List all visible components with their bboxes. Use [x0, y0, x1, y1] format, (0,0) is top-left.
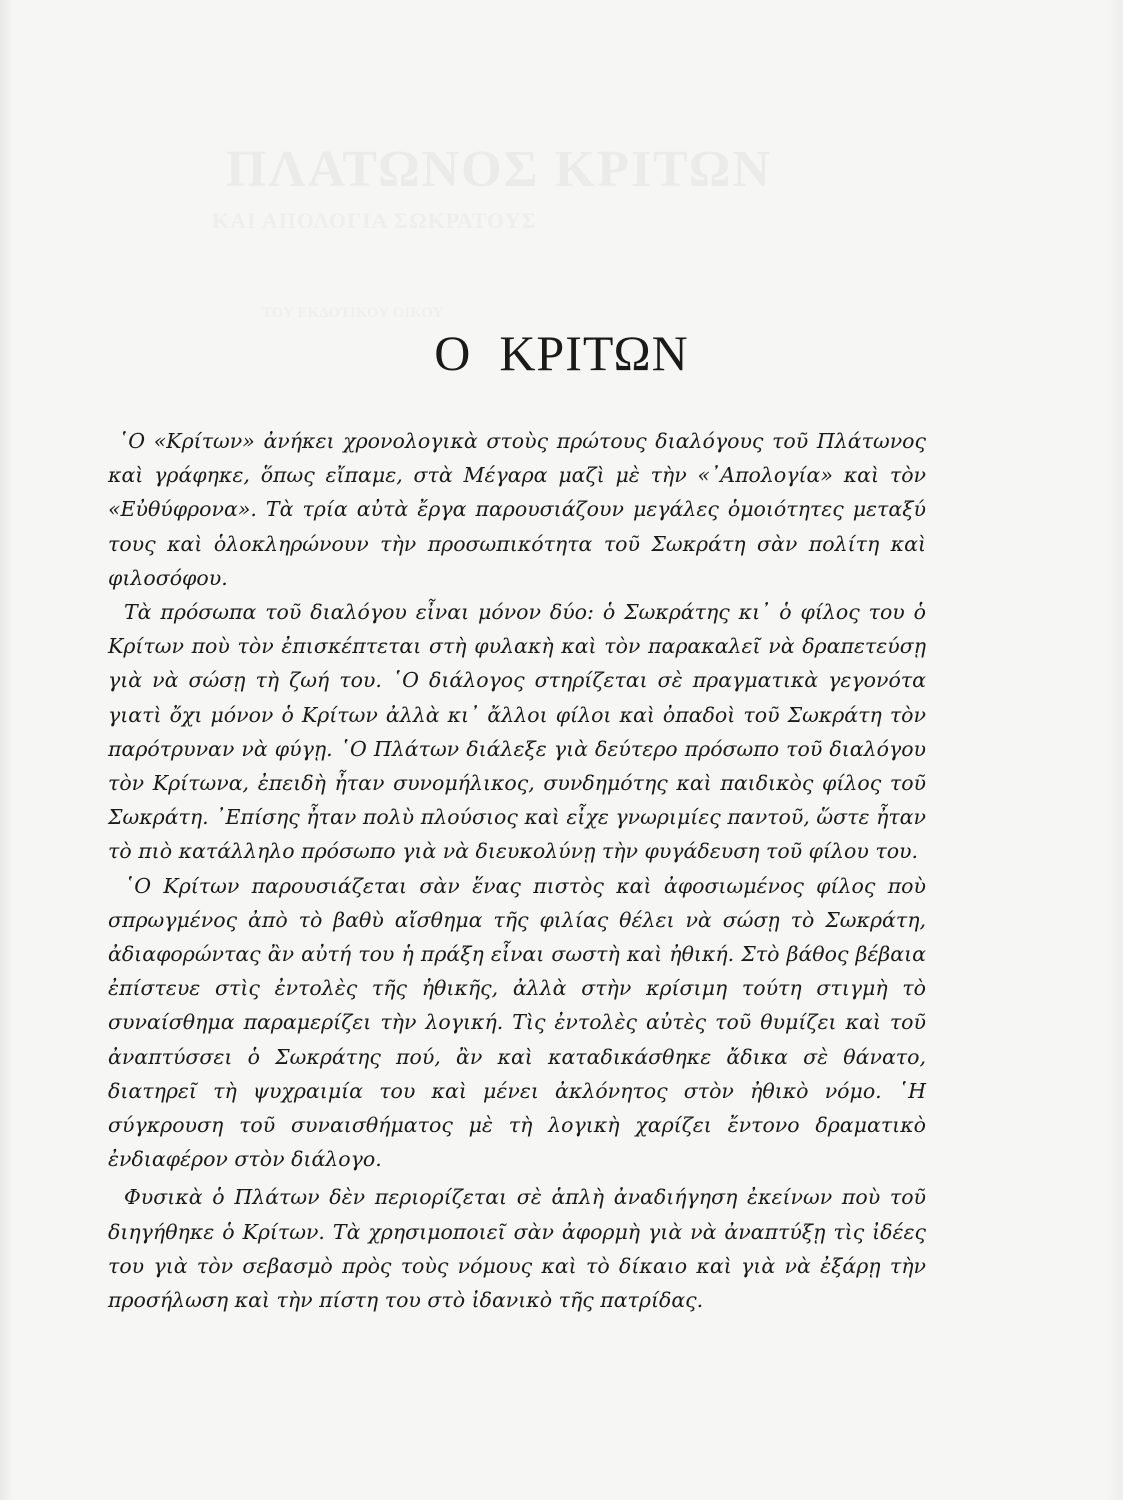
show-through-line: ΤΟΥ ΕΚΔΟΤΙΚΟΥ ΟΙΚΟΥ: [262, 305, 444, 321]
chapter-title: [0, 324, 1123, 382]
paragraph-4: Φυσικὰ ὁ Πλάτων δὲν περιορίζεται σὲ ἁπλὴ ἀναδιήγηση ἐκείνων ποὺ τοῦ διηγήθηκε ὁ Κρίτων. Τὰ χρησιμοποιεῖ σὰν ἀφορμὴ γιὰ νὰ ἀναπτύξῃ τὶς ἰδέες του γιὰ τὸν σεβασμὸ πρὸς τοὺς νόμους καὶ τὸ δίκαιο καὶ γιὰ νὰ ἐξάρῃ τὴν προσήλωση καὶ τὴν πίστη του στὸ ἰδανικὸ τῆς πατρίδας.: [108, 1185, 926, 1313]
chapter-title-article: Ο: [434, 325, 472, 381]
show-through-subheading: ΚΑΙ ΑΠΟΛΟΓΙΑ ΣΩΚΡΑΤΟΥΣ: [212, 208, 537, 233]
paragraph-3: ῾Ο Κρίτων παρουσιάζεται σὰν ἕνας πιστὸς καὶ ἀφοσιωμένος φίλος ποὺ σπρωγμένος ἀπὸ τὸ βαθὺ αἴσθημα τῆς φιλίας θέλει νὰ σώσῃ τὸ Σωκράτη, ἀδιαφορώντας ἂν αὐτή του ἡ πράξη εἶναι σωστὴ καὶ ἠθική. Στὸ βάθος βέβαια ἐπίστευε στὶς ἐντολὲς τῆς ἠθικῆς, ἀλλὰ στὴν κρίσιμη τούτη στιγμὴ τὸ συναίσθημα παραμερίζει τὴν λογική. Τὶς ἐντολὲς αὐτὲς τοῦ θυμίζει καὶ τοῦ ἀναπτύσσει ὁ Σωκράτης πού, ἂν καὶ καταδικάσθηκε ἄδικα σὲ θάνατο, διατηρεῖ τὴ ψυχραιμία του καὶ μένει ἀκλόνητος στὸν ἠθικὸ νόμο. ῾Η σύγκρουση τοῦ συναισθήματος μὲ τὴ λογικὴ χαρίζει ἔντονο δραματικὸ ἐνδιαφέρον στὸν διάλογο.: [108, 873, 926, 1172]
paragraph-2: Τὰ πρόσωπα τοῦ διαλόγου εἶναι μόνον δύο: ὁ Σωκράτης κι᾿ ὁ φίλος του ὁ Κρίτων ποὺ τὸν ἐπισκέπτεται στὴ φυλακὴ καὶ τὸν παρακαλεῖ νὰ δραπετεύσῃ γιὰ νὰ σώσῃ τὴ ζωή του. ῾Ο διάλογος στηρίζεται σὲ πραγματικὰ γεγονότα γιατὶ ὄχι μόνον ὁ Κρίτων ἀλλὰ κι᾿ ἄλλοι φίλοι καὶ ὀπαδοὶ τοῦ Σωκράτη τὸν παρότρυναν νὰ φύγῃ. ῾Ο Πλάτων διάλεξε γιὰ δεύτερο πρόσωπο τοῦ διαλόγου τὸν Κρίτωνα, ἐπειδὴ ἦταν συνομήλικος, συνδημότης καὶ παιδικὸς φίλος τοῦ Σωκράτη. ᾿Επίσης ἦταν πολὺ πλούσιος καὶ εἶχε γνωριμίες παντοῦ, ὥστε ἦταν τὸ πιὸ κατάλληλο πρόσωπο γιὰ νὰ διευκολύνῃ τὴν φυγάδευση τοῦ φίλου του.: [108, 600, 926, 864]
chapter-title-name: ΚΡΙΤΩΝ: [499, 325, 689, 381]
chapter-body: [108, 424, 926, 1317]
paragraph-1: ῾Ο «Κρίτων» ἀνήκει χρονολογικὰ στοὺς πρώτους διαλόγους τοῦ Πλάτωνος καὶ γράφηκε, ὅπως εἴπαμε, στὰ Μέγαρα μαζὶ μὲ τὴν «᾿Απολογία» καὶ τὸν «Εὐθύφρονα». Τὰ τρία αὐτὰ ἔργα παρουσιάζουν μεγάλες ὁμοιότητες μεταξύ τους καὶ ὁλοκληρώνουν τὴν προσωπικότητα τοῦ Σωκράτη σὰν πολίτη καὶ φιλοσόφου.: [108, 429, 926, 590]
show-through-heading: ΠΛΑΤΩΝΟΣ ΚΡΙΤΩΝ: [226, 141, 772, 198]
